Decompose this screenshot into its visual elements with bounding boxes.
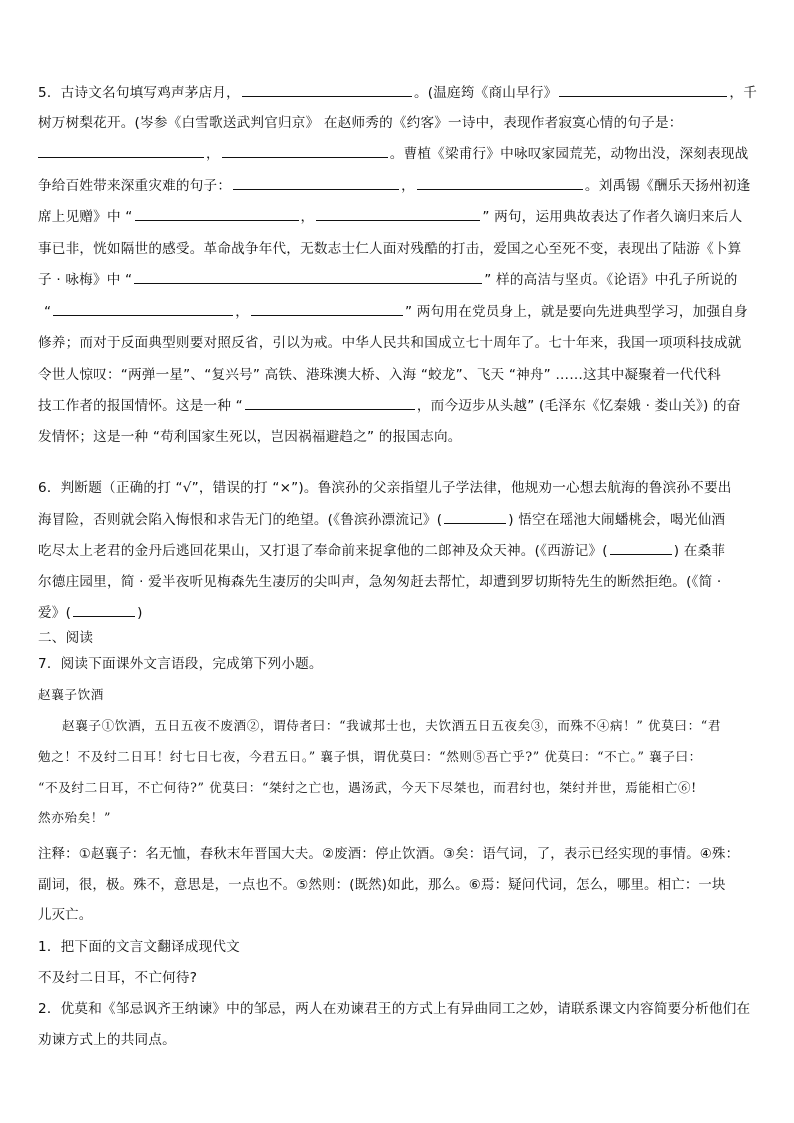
section-heading bbox=[38, 628, 93, 648]
q6-text: 海冒险，否则就会陷入悔恨和求告无门的绝望。(《鲁滨孙漂流记》( bbox=[38, 512, 443, 528]
q6-line-3 bbox=[38, 541, 725, 561]
q5-line-3 bbox=[38, 144, 748, 164]
q6-line-4 bbox=[38, 572, 721, 592]
q5-text: “ bbox=[44, 304, 52, 320]
subquestion-2-cont bbox=[38, 1030, 176, 1050]
passage-text: 勉之！不及纣二日耳！纣七日七夜，今君五日。” 襄子惧，谓优莫曰：“然则⑤吾亡乎?” 优莫曰：“不亡。” 襄子曰： bbox=[38, 749, 702, 764]
q5-text: ， bbox=[235, 304, 250, 320]
q5-text: ” 两句用在党员身上，就是要向先进典型学习，加强自身 bbox=[405, 304, 748, 320]
q5-line-4 bbox=[38, 176, 750, 196]
section-heading-text: 二、阅读 bbox=[38, 630, 94, 646]
annotation-text: 儿灭亡。 bbox=[38, 908, 93, 923]
q6-text: 尔德庄园里，简 · 爱半夜听见梅森先生凄厉的尖叫声，急匆匆赶去帮忙，却遭到罗切斯特先生的断然拒绝。(《简 · bbox=[38, 574, 722, 590]
q5-text: ” 样的高洁与坚贞。《论语》中孔子所说的 bbox=[484, 272, 738, 288]
q5-line-1 bbox=[38, 83, 757, 103]
subquestion-1-sentence bbox=[38, 968, 197, 988]
q5-line-12 bbox=[38, 427, 462, 447]
answer-blank[interactable] bbox=[233, 176, 399, 190]
q6-line-2 bbox=[38, 510, 725, 530]
passage-line-2 bbox=[38, 747, 702, 767]
answer-blank[interactable] bbox=[251, 302, 403, 316]
q5-text: ， bbox=[206, 146, 220, 162]
subquestion-text: 劝谏方式上的共同点。 bbox=[38, 1032, 176, 1048]
q5-line-8 bbox=[38, 302, 748, 322]
q5-text: 令世人惊叹：“两弹一星”、“复兴号” 高铁、港珠澳大桥、入海 “蛟龙”、飞天 “神舟” ……这其中凝聚着一代代科 bbox=[38, 367, 721, 383]
q5-text: 技工作者的报国情怀。这是一种 “ bbox=[38, 398, 243, 414]
subquestion-text: 1．把下面的文言文翻译成现代文 bbox=[38, 939, 240, 955]
answer-blank[interactable] bbox=[417, 176, 583, 190]
answer-blank[interactable] bbox=[222, 144, 388, 158]
q5-line-7 bbox=[38, 270, 738, 290]
q6-text: ) 悟空在瑶池大闹蟠桃会，喝光仙酒 bbox=[508, 512, 726, 528]
answer-blank[interactable] bbox=[38, 144, 204, 158]
q5-text: 。刘禹锡《酬乐天扬州初逢 bbox=[584, 178, 751, 194]
answer-blank[interactable] bbox=[316, 207, 480, 221]
q5-line-5 bbox=[38, 207, 742, 227]
answer-blank[interactable] bbox=[444, 510, 506, 524]
answer-blank[interactable] bbox=[53, 302, 233, 316]
passage-line-3 bbox=[38, 778, 697, 798]
q5-text: ，而今迈步从头越” (毛泽东《忆秦娥 · 娄山关》) 的奋 bbox=[416, 398, 741, 414]
passage-title bbox=[38, 685, 104, 705]
annotation-text: 副词，很，极。殊不，意思是，一点也不。⑤然则：(既然)如此，那么。⑥焉：疑问代词，怎么，哪里。相亡：一块 bbox=[38, 878, 726, 893]
annotation-text: 注释：①赵襄子：名无恤，春秋末年晋国大夫。②废酒：停止饮酒。③矣：语气词，了，表示已经实现的事情。④殊： bbox=[38, 847, 740, 862]
annotation-line-3 bbox=[38, 906, 92, 926]
passage-title-text: 赵襄子饮酒 bbox=[38, 687, 104, 702]
subquestion-text: 不及纣二日耳，不亡何待? bbox=[38, 970, 198, 986]
q5-text: 子 · 咏梅》中 “ bbox=[38, 272, 133, 288]
answer-blank[interactable] bbox=[73, 603, 135, 617]
q6-line-1 bbox=[38, 478, 732, 498]
q5-text: ， bbox=[401, 178, 415, 194]
q5-text: 事已非，恍如隔世的感受。革命战争年代，无数志士仁人面对残酷的打击，爱国之心至死不变，表现出了陆游《卜算 bbox=[38, 241, 742, 257]
passage-text: 赵襄子①饮酒，五日五夜不废酒②，谓侍者曰：“我诚邦士也，夫饮酒五日五夜矣③，而殊不④病！” 优莫曰：“君 bbox=[62, 718, 722, 733]
q5-text: 席上见赠》中 “ bbox=[38, 209, 133, 225]
answer-blank[interactable] bbox=[134, 270, 482, 284]
q5-text: 发情怀；这是一种 “苟利国家生死以，岂因祸福避趋之” 的报国志向。 bbox=[38, 429, 462, 445]
q5-text: 争给百姓带来深重灾难的句子： bbox=[38, 178, 232, 194]
q5-text: ，千 bbox=[729, 85, 758, 101]
annotation-line-1 bbox=[38, 845, 739, 865]
answer-blank[interactable] bbox=[245, 396, 415, 410]
q5-text: ， bbox=[300, 209, 315, 225]
q5-line-10 bbox=[38, 365, 721, 385]
answer-blank[interactable] bbox=[242, 83, 412, 97]
answer-blank[interactable] bbox=[135, 207, 299, 221]
q6-text: 爱》( bbox=[38, 605, 72, 621]
q6-text: 6．判断题（正确的打 “√”，错误的打 “×”)。鲁滨孙的父亲指望儿子学法律，他规劝一心想去航海的鲁滨孙不要出 bbox=[38, 480, 732, 496]
q5-text: 树万树梨花开。(岑参《白雪歌送武判官归京》 在赵师秀的《约客》一诗中，表现作者寂寞心情的句子是： bbox=[38, 115, 683, 131]
subquestion-text: 2．优莫和《邹忌讽齐王纳谏》中的邹忌，两人在劝谏君王的方式上有异曲同工之妙，请联系课文内容简要分析他们在 bbox=[38, 1001, 751, 1017]
answer-blank[interactable] bbox=[610, 541, 672, 555]
passage-text: 然亦殆矣！” bbox=[38, 810, 112, 825]
answer-blank[interactable] bbox=[559, 83, 727, 97]
passage-text: “不及纣二日耳，不亡何待?” 优莫曰：“桀纣之亡也，遇汤武，今天下尽桀也，而君纣也，桀纣并世，焉能相亡⑥! bbox=[38, 780, 697, 795]
q6-text: ) 在桑菲 bbox=[673, 543, 726, 559]
q5-text: 修养；而对于反面典型则要对照反省，引以为戒。中华人民共和国成立七十周年了。七十年来，我国一项项科技成就 bbox=[38, 335, 742, 351]
passage-line-1 bbox=[62, 716, 721, 736]
q5-text: 5．古诗文名句填写鸡声茅店月， bbox=[38, 85, 240, 101]
annotation-line-2 bbox=[38, 876, 726, 896]
subquestion-1 bbox=[38, 937, 240, 957]
q6-text: ) bbox=[137, 605, 143, 621]
q5-text: 。(温庭筠《商山早行》 bbox=[413, 85, 558, 101]
q6-text: 吃尽太上老君的金丹后逃回花果山，又打退了奉命前来捉拿他的二郎神及众天神。(《西游记》( bbox=[38, 543, 608, 559]
q5-line-9 bbox=[38, 333, 741, 353]
q5-text: 。曹植《梁甫行》中咏叹家园荒芜，动物出没，深刻表现战 bbox=[389, 146, 749, 162]
passage-line-4 bbox=[38, 808, 111, 828]
q5-line-2 bbox=[38, 113, 683, 133]
q7-intro bbox=[38, 654, 323, 674]
q5-line-11 bbox=[38, 396, 741, 416]
q6-line-5 bbox=[38, 603, 143, 623]
q7-intro-text: 7．阅读下面课外文言语段，完成第下列小题。 bbox=[38, 656, 323, 672]
subquestion-2 bbox=[38, 999, 750, 1019]
q5-text: ” 两句，运用典故表达了作者久谪归来后人 bbox=[482, 209, 743, 225]
q5-line-6 bbox=[38, 239, 741, 259]
